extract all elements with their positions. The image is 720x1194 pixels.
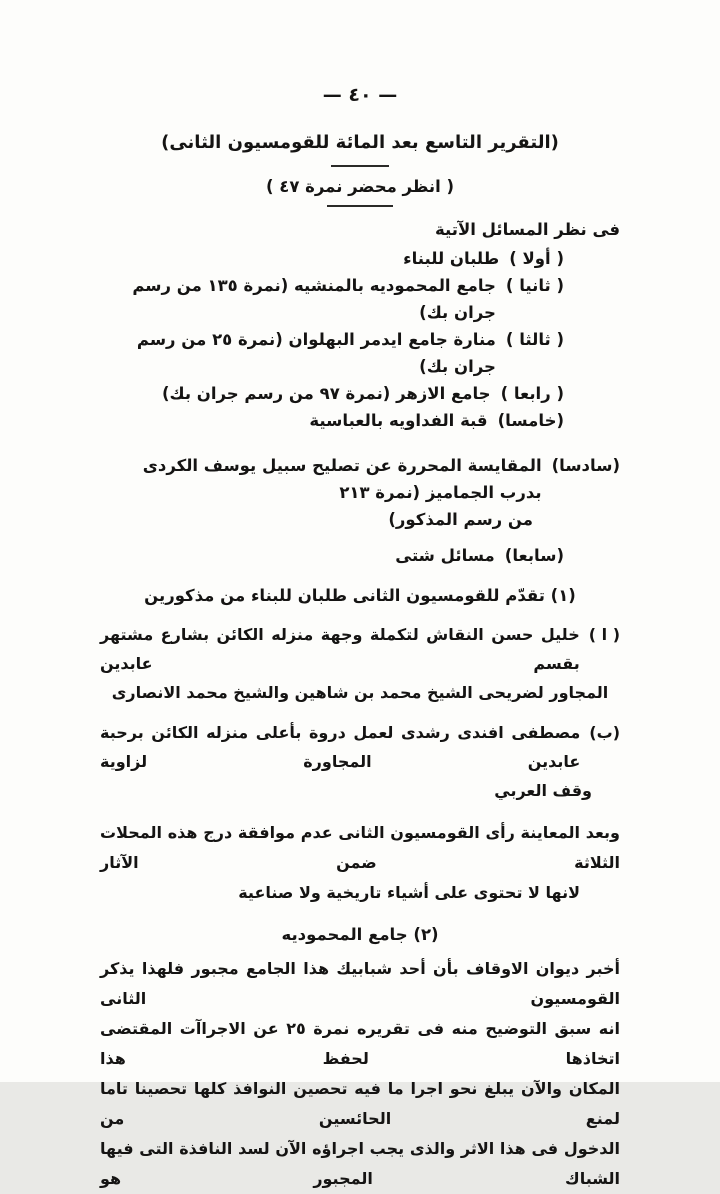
report-title: (التقرير التاسع بعد المائة للقومسيون الثانى) — [161, 132, 559, 153]
paragraph-line: لانها لا تحتوى على أشياء تاريخية ولا صناعية — [238, 883, 580, 902]
agenda-list — [100, 245, 620, 569]
agenda-item-marker: ( رابعا ) — [500, 384, 564, 403]
sub-item-a — [100, 620, 620, 707]
agenda-item-sixth — [100, 452, 620, 506]
paragraph-line: المكان والآن يبلغ نحو اجرا ما فيه تحصين النوافذ كلها تحصينا تاما لمنع الحائسين من — [100, 1079, 620, 1128]
section-2-heading: (٢) جامع المحموديه — [281, 925, 439, 944]
sub-item-a-line-2: المجاور لضريحى الشيخ محمد بن شاهين والشيخ محمد الانصارى — [111, 683, 609, 702]
agenda-item-marker: ( ثالثا ) — [505, 330, 564, 349]
agenda-item-text: جامع الازهر (نمرة ٩٧ من رسم جران بك) — [161, 384, 491, 403]
agenda-item-fifth — [100, 407, 620, 434]
paragraph-line: انه سبق التوضيح منه فى تقريره نمرة ٢٥ عن الاجراآت المقتضى اتخاذها لحفظ هذا — [100, 1019, 620, 1068]
agenda-item-fourth — [100, 380, 620, 407]
divider — [331, 165, 389, 167]
agenda-item-seventh — [100, 542, 620, 569]
agenda-item-marker: (خامسا) — [497, 411, 564, 430]
agenda-item-first — [100, 245, 620, 272]
sub-item-marker: ( ا ) — [588, 625, 620, 644]
sub-item-b-line-1 — [100, 718, 620, 776]
agenda-item-second — [100, 272, 620, 326]
sub-item-b — [100, 718, 620, 805]
agenda-item-text: مسائل شتى — [395, 546, 495, 565]
paragraph-line: أخبر ديوان الاوقاف بأن أحد شبابيك هذا الجامع مجبور فلهذا يذكر القومسيون الثانى — [100, 959, 620, 1008]
agenda-item-marker: (سابعا) — [504, 546, 564, 565]
divider — [327, 205, 393, 207]
minutes-reference: ( انظر محضر نمرة ٤٧ ) — [265, 177, 455, 196]
sub-item-text: خليل حسن النقاش لتكملة وجهة منزله الكائن بشارع مشتهر بقسم عابدين — [100, 625, 580, 673]
sub-item-marker: (ب) — [589, 723, 620, 742]
agenda-item-third — [100, 326, 620, 380]
section-1-heading: (١) تقدّم للقومسيون الثانى طلبان للبناء من مذكورين — [144, 586, 576, 605]
agenda-item-marker: (سادسا) — [551, 456, 620, 475]
page-number: — ٤٠ — — [322, 84, 398, 106]
sub-item-a-line-1 — [100, 620, 620, 678]
agenda-item-text: المقايسة المحررة عن تصليح سبيل يوسف الكردى بدرب الجماميز (نمرة ٢١٣ — [142, 456, 542, 502]
section-2-body-paragraph — [100, 954, 620, 1194]
agenda-item-marker: ( ثانيا ) — [505, 276, 564, 295]
paragraph-line: الدخول فى هذا الاثر والذى يجب اجراؤه الآن لسد النافذة التى فيها الشباك المجبور هو — [100, 1139, 620, 1188]
agenda-item-text: منارة جامع ايدمر البهلوان (نمرة ٢٥ من رسم جران بك) — [136, 330, 496, 376]
commission-decision-paragraph — [100, 818, 620, 908]
intro-line: فى نظر المسائل الآتية — [435, 220, 620, 239]
agenda-item-text: قبة الفداويه بالعباسية — [309, 411, 488, 430]
paragraph-line: وبعد المعاينة رأى القومسيون الثانى عدم موافقة درج هذه المحلات الثلاثة ضمن الآثار — [100, 823, 620, 872]
sub-item-text: مصطفى افندى رشدى لعمل دروة بأعلى منزله الكائن برحبة عابدين المجاورة لزاوية — [100, 723, 581, 771]
agenda-item-marker: ( أولا ) — [509, 249, 564, 268]
agenda-item-text: جامع المحموديه بالمنشيه (نمرة ١٣٥ من رسم جران بك) — [132, 276, 496, 322]
sub-item-b-line-2: وقف العربي — [494, 781, 592, 800]
agenda-item-sixth-continuation: من رسم المذكور) — [388, 510, 533, 529]
document-content — [100, 0, 620, 1194]
agenda-item-text: طلبان للبناء — [403, 249, 500, 268]
